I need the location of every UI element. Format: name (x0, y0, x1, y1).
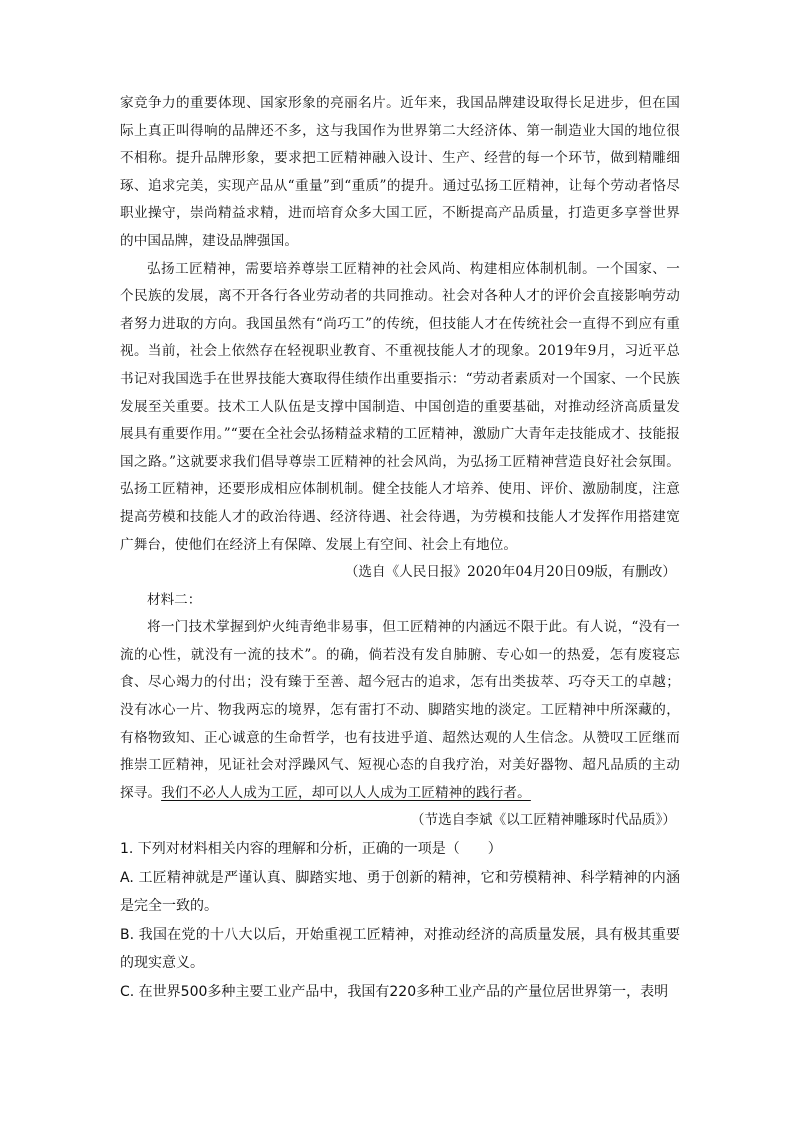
paragraph-brand-building: 家竞争力的重要体现、国家形象的亮丽名片。近年来，我国品牌建设取得长足进步，但在国际上真正叫得响的品牌还不多，这与我国作为世界第二大经济体、第一制造业大国的地位很不相称。提升品牌形象，要求把工匠精神融入设计、生产、经营的每一个环节，做到精雕细琢、追求完美，实现产品从“重量”到“重质”的提升。通过弘扬工匠精神，让每个劳动者恪尽职业操守，崇尚精益求精，进而培育众多大国工匠，不断提高产品质量，打造更多享誉世界的中国品牌，建设品牌强国。 (120, 95, 680, 249)
source-citation-1: （选自《人民日报》2020年04月20日09版，有删改） (344, 564, 676, 581)
option-c: C. 在世界500多种主要工业产品中，我国有220多种工业产品的产量位居世界第一，表明 (120, 983, 669, 1000)
underlined-sentence: 我们不必人人成为工匠，却可以人人成为工匠精神的践行者。 (161, 784, 531, 801)
option-b: B. 我国在党的十八大以后，开始重视工匠精神，对推动经济的高质量发展，具有极其重要的现实意义。 (120, 926, 680, 972)
option-a: A. 工匠精神就是严谨认真、脚踏实地、勇于创新的精神，它和劳模精神、科学精神的内涵是完全一致的。 (120, 869, 680, 915)
paragraph-material-two-text: 将一门技术掌握到炉火纯青绝非易事，但工匠精神的内涵远不限于此。有人说，“没有一流的心性，就没有一流的技术”。的确，倘若没有发自肺腑、专心如一的热爱，怎有废寝忘食、尽心竭力的付出；没有臻于至善、超今冠古的追求，怎有出类拔萃、巧夺天工的卓越；没有冰心一片、物我两忘的境界，怎有雷打不动、脚踏实地的淡定。工匠精神中所深藏的，有格物致知、正心诚意的生命哲学，也有技进乎道、超然达观的人生信念。从赞叹工匠继而推崇工匠精神，见证社会对浮躁风气、短视心态的自我疗治，对美好器物、超凡品质的主动探寻。 (120, 619, 680, 801)
question-stem: 1. 下列对材料相关内容的理解和分析，正确的一项是（ ） (120, 841, 502, 858)
paragraph-craftsman-spirit-promotion: 弘扬工匠精神，需要培养尊崇工匠精神的社会风尚、构建相应体制机制。一个国家、一个民族的发展，离不开各行各业劳动者的共同推动。社会对各种人才的评价会直接影响劳动者努力进取的方向。我国虽然有“尚巧工”的传统，但技能人才在传统社会一直得不到应有重视。当前，社会上依然存在轻视职业教育、不重视技能人才的现象。2019年9月，习近平总书记对我国选手在世界技能大赛取得佳绩作出重要指示：“劳动者素质对一个国家、一个民族发展至关重要。技术工人队伍是支撑中国制造、中国创造的重要基础，对推动经济高质量发展具有重要作用。”“要在全社会弘扬精益求精的工匠精神，激励广大青年走技能成才、技能报国之路。”这就要求我们倡导尊崇工匠精神的社会风尚，为弘扬工匠精神营造良好社会氛围。弘扬工匠精神，还要形成相应体制机制。健全技能人才培养、使用、评价、激励制度，注意提高劳模和技能人才的政治待遇、经济待遇、社会待遇，为劳模和技能人才发挥作用搭建宽广舞台，使他们在经济上有保障、发展上有空间、社会上有地位。 (120, 260, 680, 553)
article-body (120, 90, 680, 1006)
source-citation-2: （节选自李斌《以工匠精神雕琢时代品质》） (410, 812, 676, 829)
material-two-label: 材料二： (147, 591, 202, 608)
paragraph-material-two (120, 614, 680, 807)
